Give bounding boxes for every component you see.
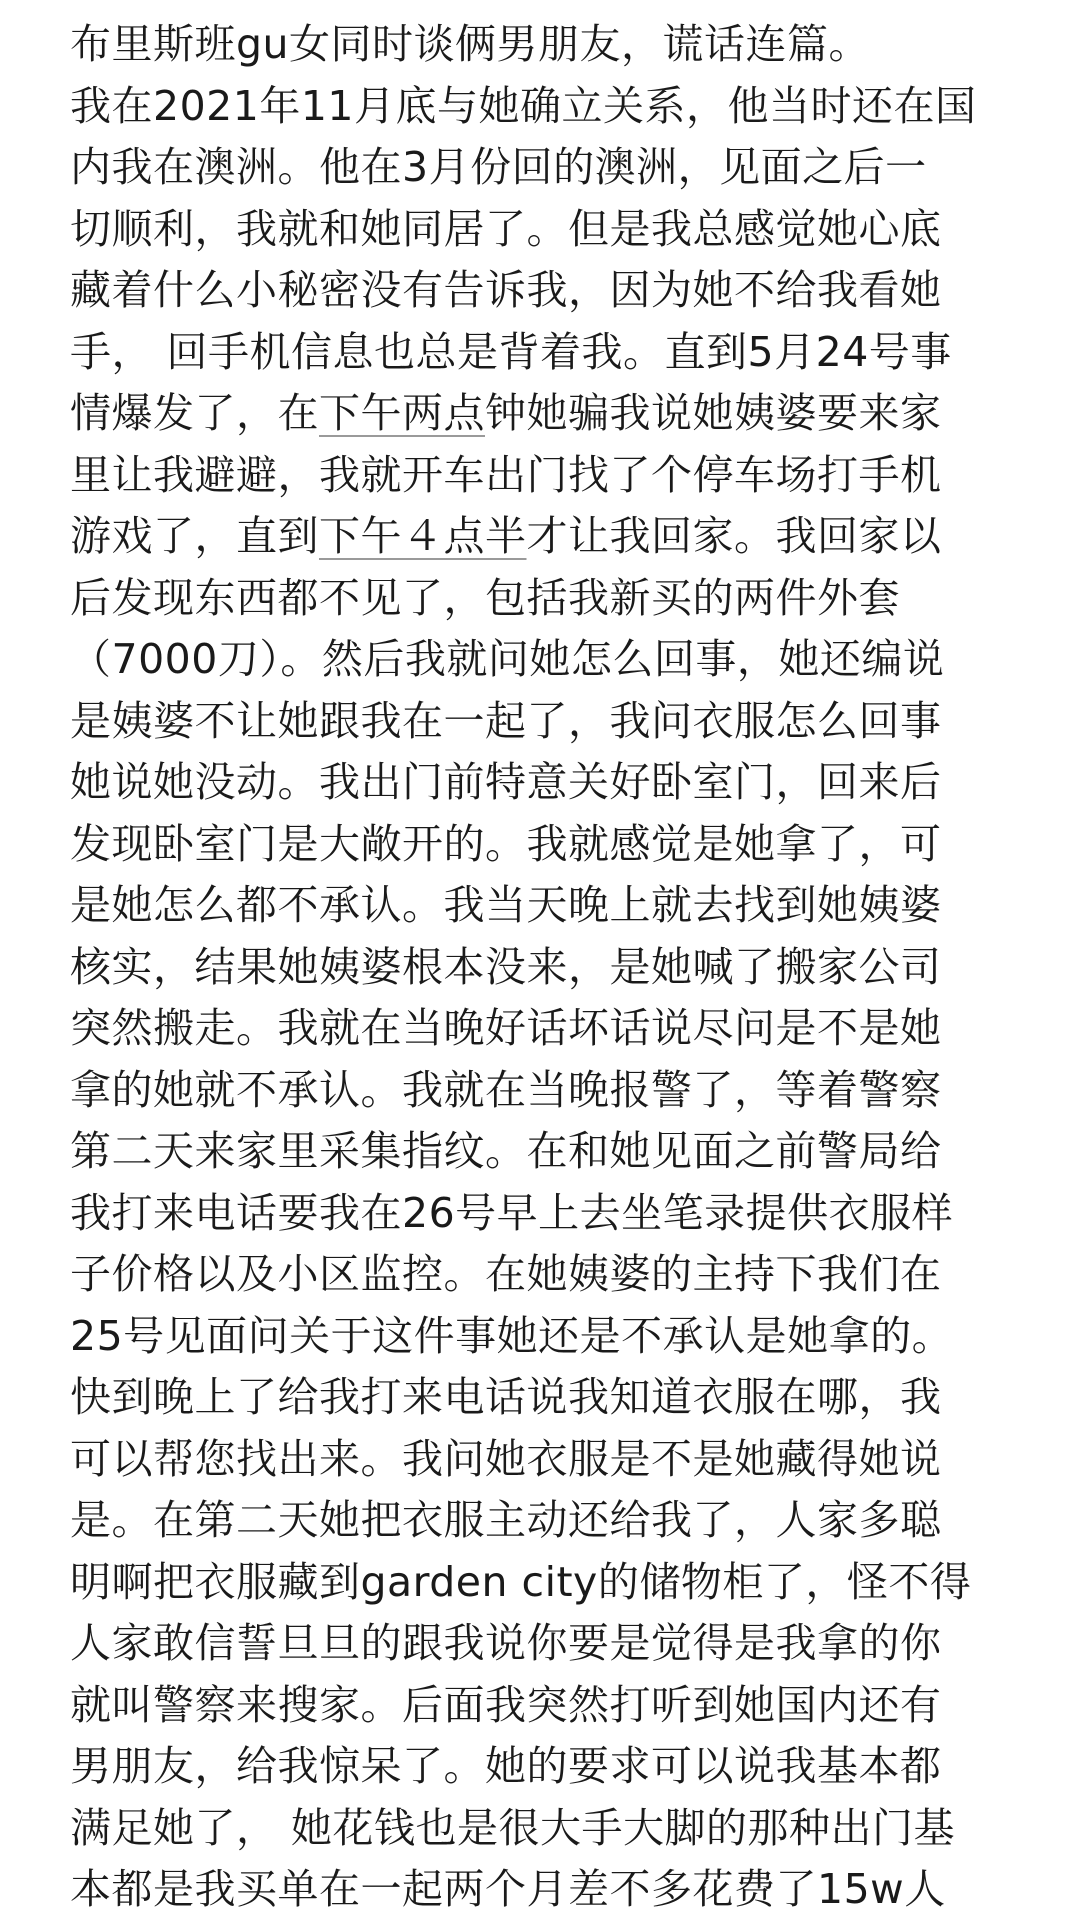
text-line: 本都是我买单在一起两个月差不多花费了15w人 [70, 1865, 946, 1913]
text-line: 是。在第二天她把衣服主动还给我了，人家多聪 [70, 1496, 942, 1544]
text-line: 快到晚上了给我打来电话说我知道衣服在哪，我 [70, 1373, 942, 1421]
text-line: 子价格以及小区监控。在她姨婆的主持下我们在 [70, 1250, 942, 1298]
article-body [70, 14, 1020, 1921]
text-line: 内我在澳洲。他在3月份回的澳洲，见面之后一 [70, 143, 927, 191]
text-line: 明啊把衣服藏到garden city的储物柜了，怪不得 [70, 1557, 972, 1606]
text-line: 我在2021年11月底与她确立关系，他当时还在国 [70, 81, 977, 130]
text-line: 满足她了， 她花钱也是很大手大脚的那种出门基 [70, 1803, 956, 1852]
text-segment: 才让我回家。我回家以 [526, 512, 942, 560]
text-line: 发现卧室门是大敞开的。我就感觉是她拿了，可 [70, 819, 942, 868]
text-line: 布里斯班gu女同时谈俩男朋友，谎话连篇。 [70, 20, 871, 68]
text-line: 切顺利，我就和她同居了。但是我总感觉她心底 [70, 204, 942, 253]
underlined-time-phrase: 下午４点半 [319, 512, 527, 560]
text-line: 后发现东西都不见了，包括我新买的两件外套 [70, 573, 900, 622]
text-line: 男朋友，给我惊呆了。她的要求可以说我基本都 [70, 1742, 942, 1790]
text-line: 她说她没动。我出门前特意关好卧室门，回来后 [70, 758, 942, 806]
text-line: 就叫警察来搜家。后面我突然打听到她国内还有 [70, 1680, 942, 1729]
text-line: （7000刀）。然后我就问她怎么回事，她还编说 [70, 635, 945, 683]
text-line: 是姨婆不让她跟我在一起了，我问衣服怎么回事 [70, 696, 942, 745]
text-line [70, 506, 1020, 568]
underlined-time-phrase: 下午两点 [319, 389, 485, 437]
text-segment: 游戏了，直到 [70, 512, 319, 560]
text-line: 25号见面问关于这件事她还是不承认是她拿的。 [70, 1311, 954, 1360]
text-line: 第二天来家里采集指纹。在和她见面之前警局给 [70, 1127, 942, 1175]
text-line: 核实，结果她姨婆根本没来，是她喊了搬家公司 [70, 942, 942, 991]
text-line: 拿的她就不承认。我就在当晚报警了，等着警察 [70, 1065, 942, 1114]
text-line: 藏着什么小秘密没有告诉我，因为她不给我看她 [70, 266, 942, 314]
text-line: 我打来电话要我在26号早上去坐笔录提供衣服样 [70, 1188, 954, 1237]
text-line [70, 383, 1020, 445]
text-segment: 情爆发了，在 [70, 389, 319, 437]
text-line: 里让我避避，我就开车出门找了个停车场打手机 [70, 450, 942, 499]
text-line: 人家敢信誓旦旦的跟我说你要是觉得是我拿的你 [70, 1619, 942, 1667]
text-line: 手， 回手机信息也总是背着我。直到5月24号事 [70, 327, 952, 376]
text-line: 突然搬走。我就在当晚好话坏话说尽问是不是她 [70, 1004, 942, 1052]
text-line: 是她怎么都不承认。我当天晚上就去找到她姨婆 [70, 881, 942, 929]
text-line: 可以帮您找出来。我问她衣服是不是她藏得她说 [70, 1434, 942, 1483]
text-segment: 钟她骗我说她姨婆要来家 [485, 389, 942, 437]
